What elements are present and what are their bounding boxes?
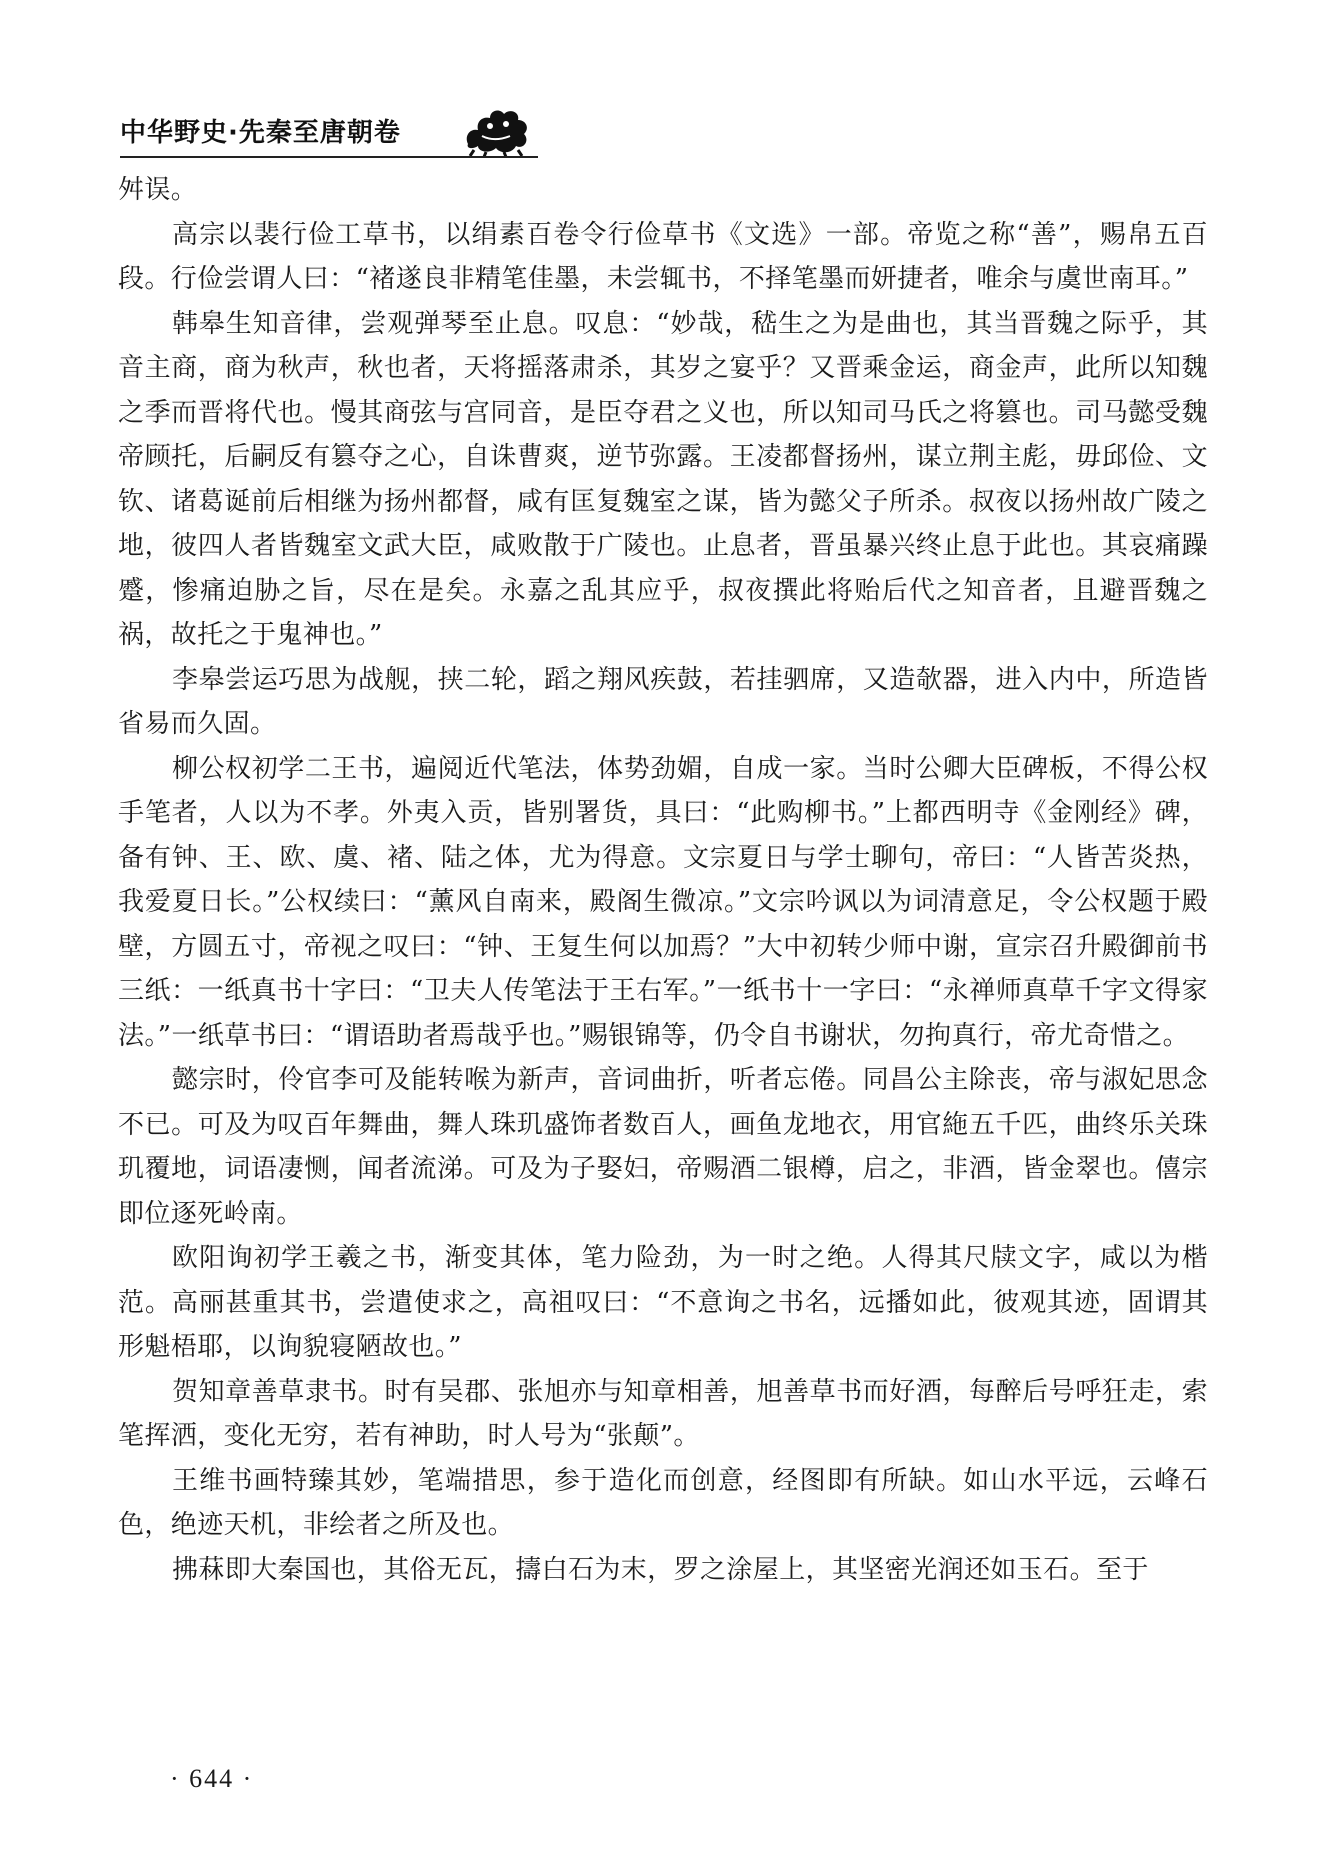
paragraph: 韩皋生知音律，尝观弹琴至止息。叹息：“妙哉，嵇生之为是曲也，其当晋魏之际乎，其音主商，商为秋声，秋也者，天将摇落肃杀，其岁之宴乎？又晋乘金运，商金声，此所以知魏之季而晋将代也。慢其商弦与宫同音，是臣夺君之义也，所以知司马氏之将篡也。司马懿受魏帝顾托，后嗣反有篡夺之心，自诛曹爽，逆节弥露。王凌都督扬州，谋立荆主彪，毋邱俭、文钦、诸葛诞前后相继为扬州都督，咸有匡复魏室之谋，皆为懿父子所杀。叔夜以扬州故广陵之地，彼四人者皆魏室文武大臣，咸败散于广陵也。止息者，晋虽暴兴终止息于此也。其哀痛躁蹙，惨痛迫胁之旨，尽在是矣。永嘉之乱其应乎，叔夜撰此将贻后代之知音者，且避晋魏之祸，故托之于鬼神也。” (118, 308, 1208, 650)
dragon-emblem-icon (460, 100, 532, 158)
paragraph: 贺知章善草隶书。时有吴郡、张旭亦与知章相善，旭善草书而好酒，每醉后号呼狂走，索笔挥洒，变化无穷，若有神助，时人号为“张颠”。 (118, 1376, 1208, 1451)
paragraph: 李皋尝运巧思为战舰，挟二轮，蹈之翔风疾鼓，若挂驷席，又造欹器，进入内中，所造皆省易而久固。 (118, 664, 1208, 739)
paragraph: 懿宗时，伶官李可及能转喉为新声，音词曲折，听者忘倦。同昌公主除丧，帝与淑妃思念不已。可及为叹百年舞曲，舞人珠玑盛饰者数百人，画鱼龙地衣，用官絁五千匹，曲终乐关珠玑覆地，词语凄恻，闻者流涕。可及为子娶妇，帝赐酒二银樽，启之，非酒，皆金翠也。僖宗即位逐死岭南。 (118, 1065, 1208, 1229)
running-header (120, 100, 540, 160)
book-title: 中华野史·先秦至唐朝卷 (120, 118, 401, 148)
paragraph: 舛误。 (118, 175, 198, 205)
main-text (118, 168, 1208, 1592)
paragraph: 拂菻即大秦国也，其俗无瓦，擣白石为末，罗之涂屋上，其坚密光润还如玉石。至于 (172, 1554, 1149, 1585)
page-number: · 644 · (170, 1764, 254, 1793)
header-divider (120, 156, 538, 158)
paragraph: 欧阳询初学王羲之书，渐变其体，笔力险劲，为一时之绝。人得其尺牍文字，咸以为楷范。高丽甚重其书，尝遣使求之，高祖叹曰：“不意询之书名，远播如此，彼观其迹，固谓其形魁梧耶，以询貌寝陋故也。” (118, 1243, 1208, 1362)
paragraph: 高宗以裴行俭工草书，以绢素百卷令行俭草书《文选》一部。帝览之称“善”，赐帛五百段。行俭尝谓人曰：“褚遂良非精笔佳墨，未尝辄书，不择笔墨而妍捷者，唯余与虞世南耳。” (118, 219, 1208, 294)
paragraph: 王维书画特臻其妙，笔端措思，参于造化而创意，经图即有所缺。如山水平远，云峰石色，绝迹天机，非绘者之所及也。 (118, 1465, 1208, 1540)
paragraph: 柳公权初学二王书，遍阅近代笔法，体势劲媚，自成一家。当时公卿大臣碑板，不得公权手笔者，人以为不孝。外夷入贡，皆别署货，具曰：“此购柳书。”上都西明寺《金刚经》碑，备有钟、王、欧、虞、褚、陆之体，尤为得意。文宗夏日与学士聊句，帝曰：“人皆苦炎热，我爱夏日长。”公权续曰：“薰风自南来，殿阁生微凉。”文宗吟讽以为词清意足，令公权题于殿壁，方圆五寸，帝视之叹曰：“钟、王复生何以加焉？”大中初转少师中谢，宣宗召升殿御前书三纸：一纸真书十字曰：“卫夫人传笔法于王右军。”一纸书十一字曰：“永禅师真草千字文得家法。”一纸草书曰：“谓语助者焉哉乎也。”赐银锦等，仍令自书谢状，勿拘真行，帝尤奇惜之。 (118, 753, 1208, 1051)
